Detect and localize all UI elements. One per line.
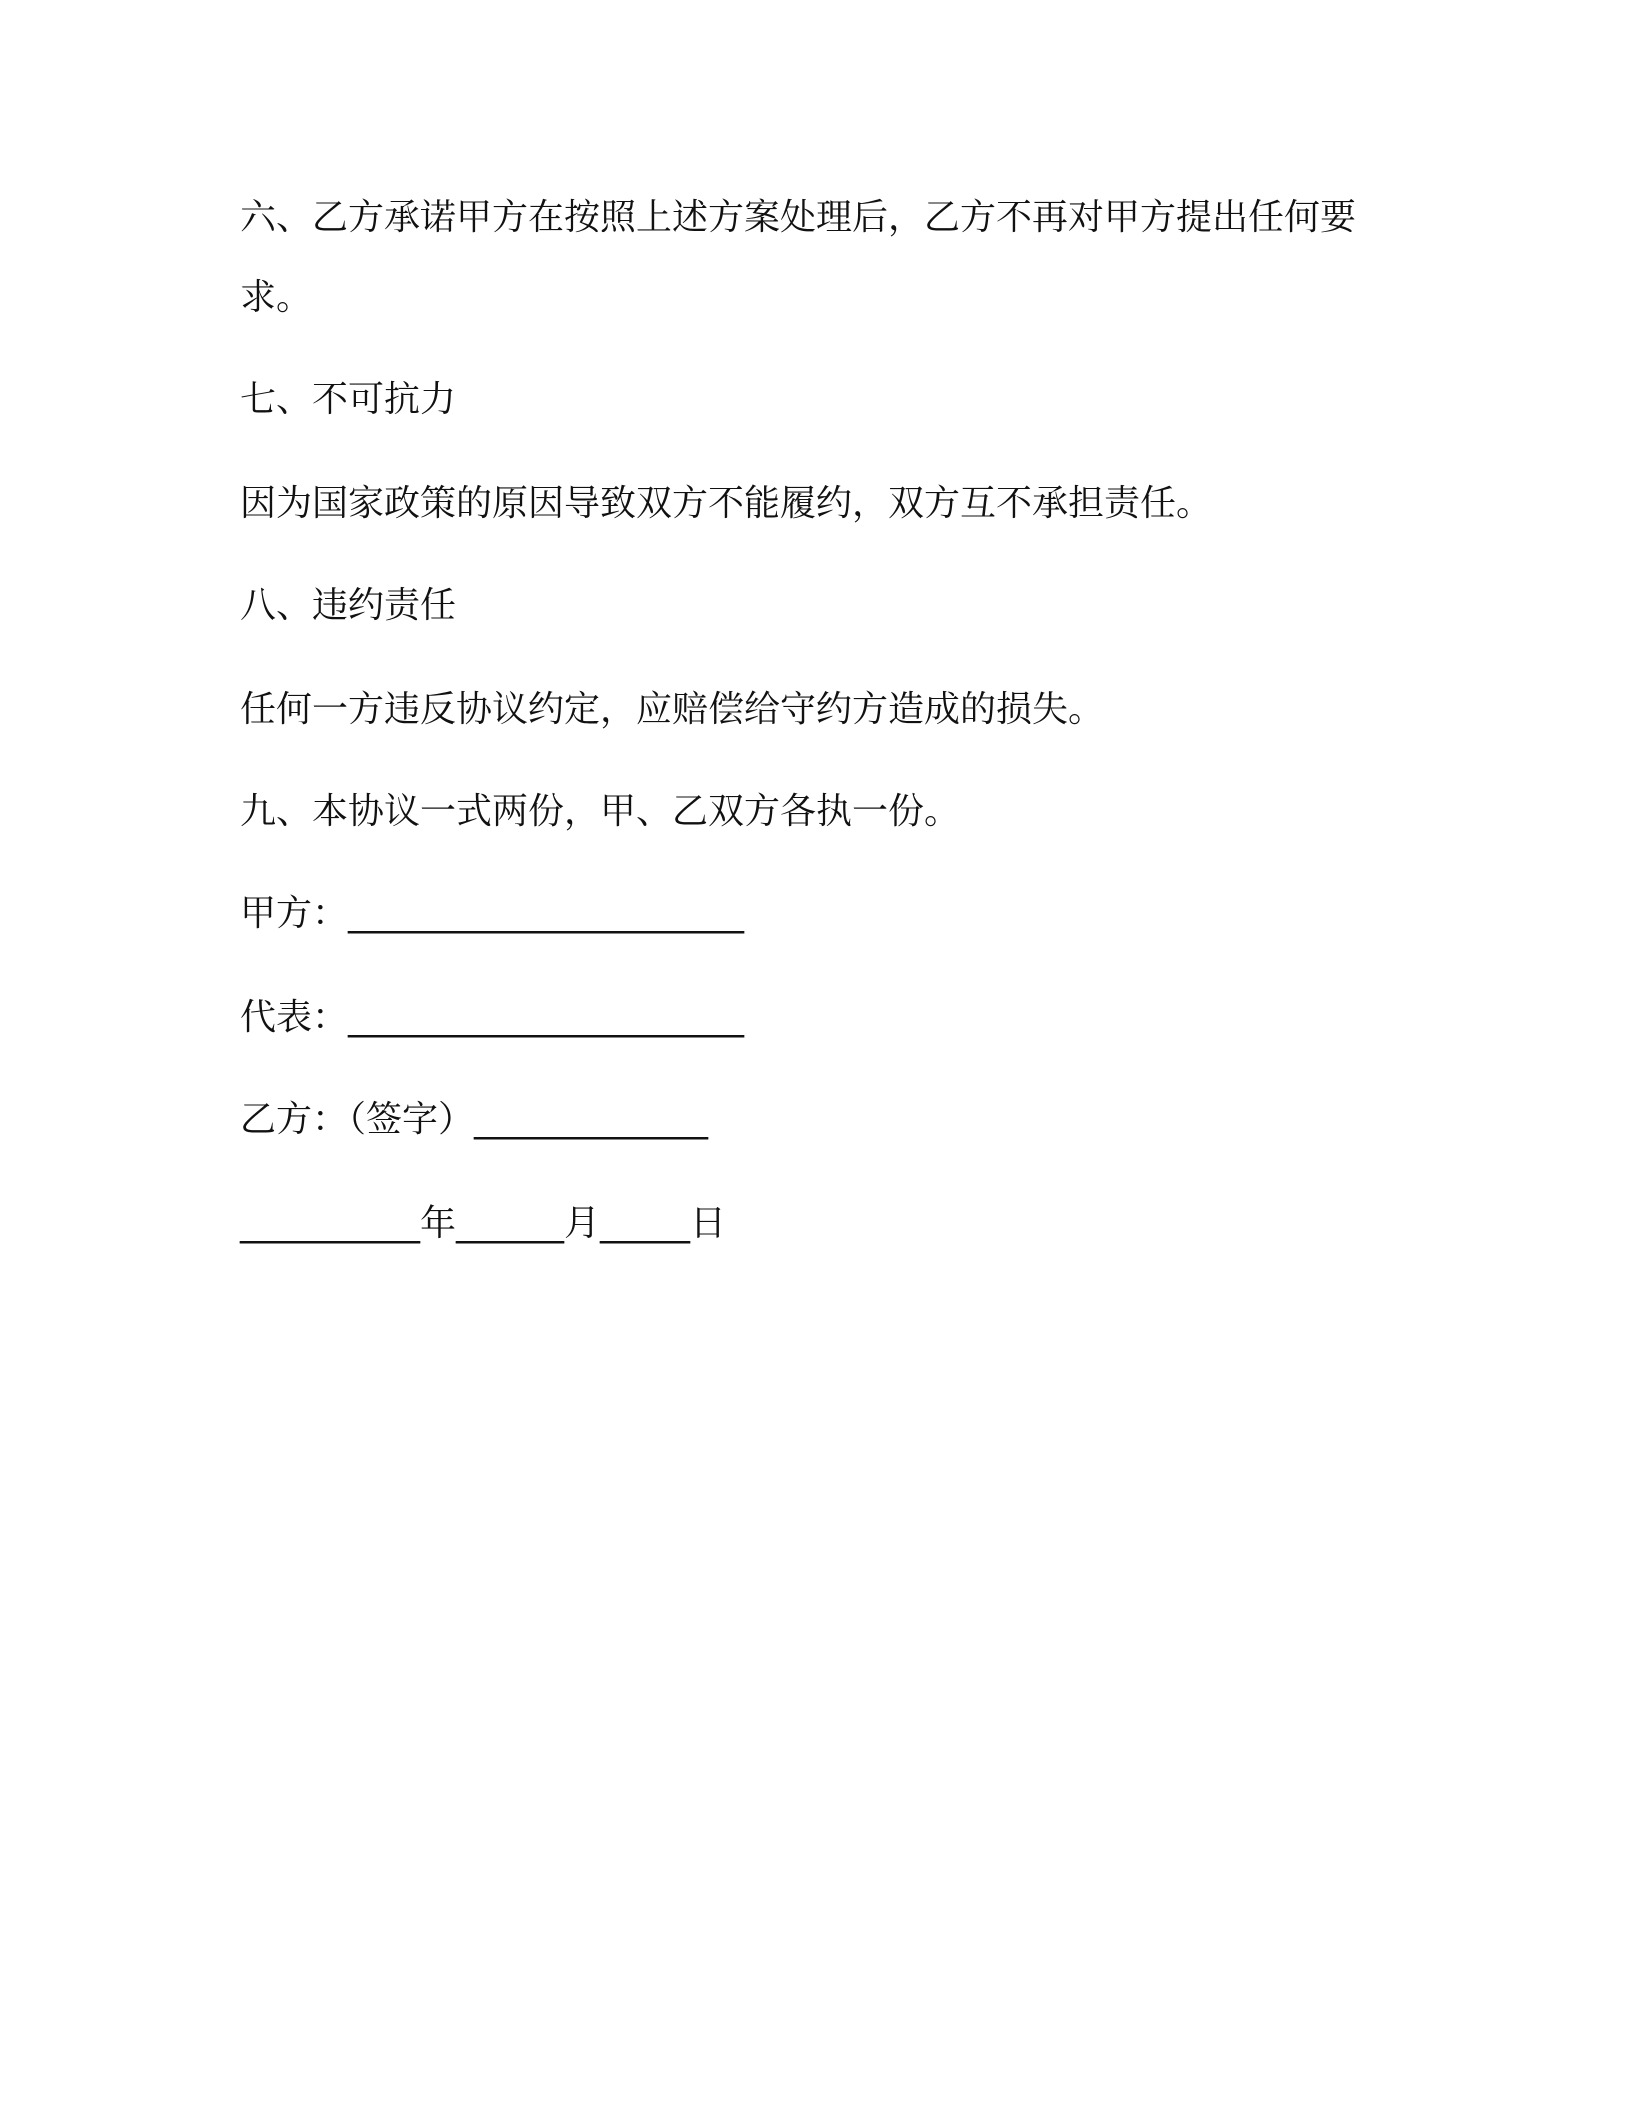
clause-7-body: 因为国家政策的原因导致双方不能履约，双方互不承担责任。 [240,483,1213,524]
party-a-signature-line: 甲方：______________________ [240,893,745,934]
clause-8-heading: 八、违约责任 [240,585,457,626]
clause-9-paragraph: 九、本协议一式两份，甲、乙双方各执一份。 [240,791,961,832]
clause-6-paragraph: 六、乙方承诺甲方在按照上述方案处理后，乙方不再对甲方提出任何要求。 [240,197,1357,318]
clause-7-heading: 七、不可抗力 [240,379,457,420]
date-line: __________年______月_____日 [240,1203,726,1244]
party-b-signature-line: 乙方：（签字）_____________ [240,1099,709,1140]
representative-signature-line: 代表：______________________ [240,997,745,1038]
clause-8-body: 任何一方违反协议约定，应赔偿给守约方造成的损失。 [240,689,1105,730]
